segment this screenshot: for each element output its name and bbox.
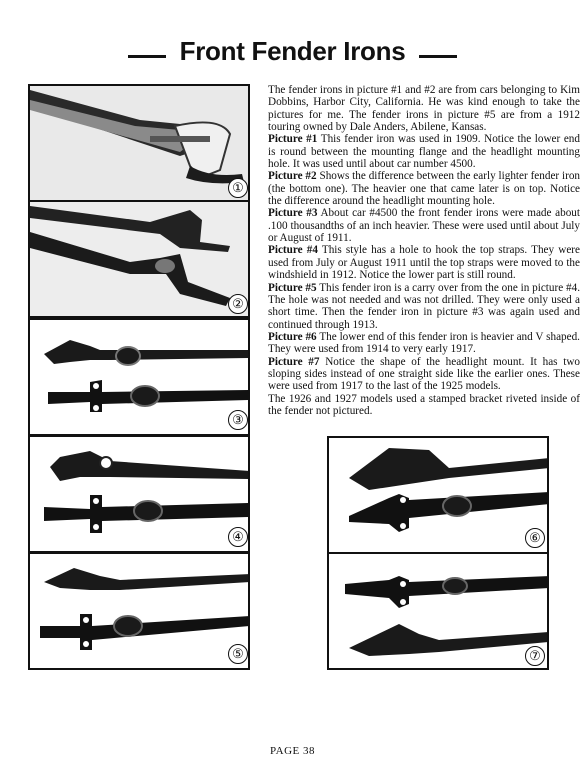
picture-1-paragraph: [268, 133, 580, 170]
picture-5-text: This fender iron is a carry over from the one in picture #4. The hole was not needed and was not drilled. They were only used a short time. Then the fender iron in picture #3 was again used and continued through 1913.: [268, 281, 580, 331]
picture-5-photo: [28, 552, 250, 670]
fender-iron-3-illustration: [30, 320, 250, 436]
picture-2-photo: [28, 200, 250, 318]
picture-3-label: Picture #3: [268, 207, 318, 220]
picture-1-photo: [28, 84, 250, 202]
picture-4-photo: [28, 435, 250, 553]
picture-5-paragraph: [268, 282, 580, 331]
picture-3-paragraph: [268, 207, 580, 244]
picture-5-label: Picture #5: [268, 281, 317, 294]
fender-iron-6-illustration: [329, 438, 549, 554]
picture-3-number: ③: [228, 410, 248, 430]
picture-3-text: About car #4500 the front fender irons were made about .100 thousandths of an inch heavier. These were used until about July or August of 1911.: [268, 207, 580, 245]
picture-7-paragraph: [268, 356, 580, 393]
fender-iron-2-illustration: [30, 202, 250, 318]
article-text: [268, 84, 580, 417]
fender-iron-7-illustration: [329, 554, 549, 670]
picture-1-label: Picture #1: [268, 133, 318, 146]
picture-6-paragraph: [268, 331, 580, 356]
picture-2-number: ②: [228, 294, 248, 314]
picture-4-text: This style has a hole to hook the top straps. They were used from July or August 1911 until the top straps were moved to the windshield in 1912. Notice the lower part is still round.: [268, 244, 580, 282]
picture-7-label: Picture #7: [268, 355, 320, 368]
closing-paragraph: The 1926 and 1927 models used a stamped bracket riveted inside of the fender not pictured.: [268, 392, 580, 417]
picture-6-photo: [327, 436, 549, 554]
fender-iron-4-illustration: [30, 437, 250, 553]
picture-7-photo: [327, 552, 549, 670]
picture-2-label: Picture #2: [268, 170, 317, 183]
picture-6-label: Picture #6: [268, 330, 317, 343]
title-right-rule: [419, 55, 457, 58]
page-title-row: [0, 36, 585, 67]
fender-iron-1-illustration: [30, 86, 250, 202]
picture-1-number: ①: [228, 178, 248, 198]
picture-4-label: Picture #4: [268, 244, 318, 257]
picture-4-paragraph: [268, 244, 580, 281]
page-title: Front Fender Irons: [179, 36, 406, 66]
picture-7-number: ⑦: [525, 646, 545, 666]
fender-iron-5-illustration: [30, 554, 250, 670]
picture-6-text: The lower end of this fender iron is heavier and V shaped. They were used from 1914 to very early 1917.: [268, 330, 580, 356]
title-left-rule: [128, 55, 166, 58]
intro-paragraph: The fender irons in picture #1 and #2 are from cars belonging to Kim Dobbins, Harbor City, California. He was kind enough to take the pictures for me. The fender irons in picture #5 are from a 1912 touring owned by Dale Anders, Abilene, Kansas.: [268, 84, 580, 134]
picture-4-number: ④: [228, 527, 248, 547]
page-number: PAGE 38: [270, 745, 315, 757]
picture-2-paragraph: [268, 170, 580, 207]
picture-1-text: This fender iron was used in 1909. Notice the lower end is round between the mounting flange and the headlight mounting hole. It was used until about car number 4500.: [268, 133, 580, 171]
picture-3-photo: [28, 318, 250, 436]
picture-7-text: Notice the shape of the headlight mount. It has two sloping sides instead of one straight side like the earlier ones. These were used from 1917 to the last of the 1925 models.: [268, 355, 580, 393]
picture-2-text: Shows the difference between the early lighter fender iron (the bottom one). The heavier one that came later is on top. Notice the difference around the headlight mounting hole.: [268, 170, 581, 208]
picture-6-number: ⑥: [525, 528, 545, 548]
picture-5-number: ⑤: [228, 644, 248, 664]
